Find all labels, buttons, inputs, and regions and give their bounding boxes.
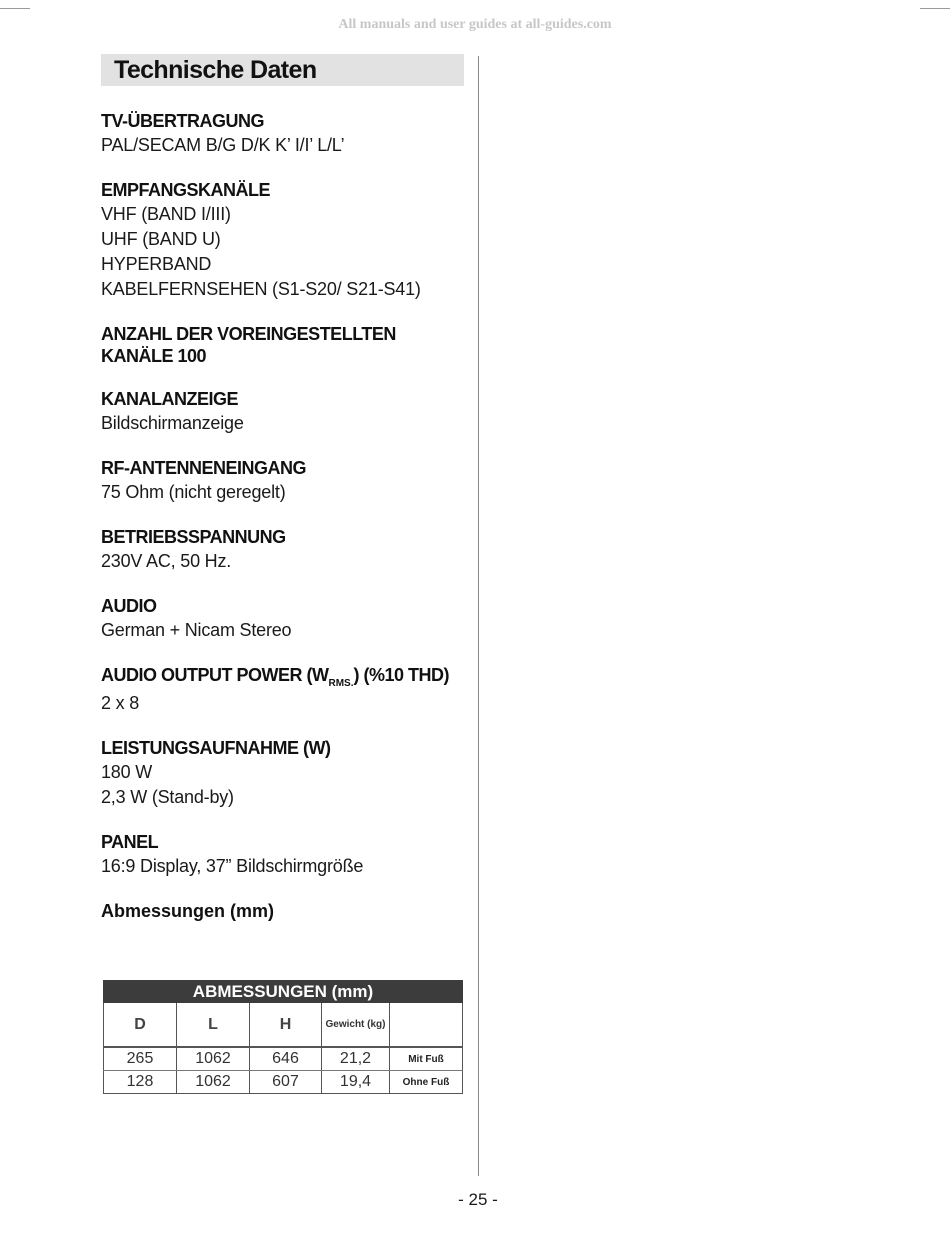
column-header: Gewicht (kg) [322, 1003, 390, 1048]
table-cell: 607 [250, 1071, 322, 1094]
table-row [104, 1047, 463, 1071]
spec-tv-transmission [101, 110, 471, 158]
spec-heading: KANÄLE 100 [101, 346, 207, 366]
spec-audio-output-power [101, 664, 471, 716]
column-divider [478, 56, 479, 1176]
table-cell: Mit Fuß [390, 1047, 463, 1071]
table-title-row [104, 981, 463, 1003]
spec-value: 180 W [101, 762, 153, 782]
dimensions-heading: Abmessungen (mm) [101, 901, 275, 921]
spec-value: KABELFERNSEHEN (S1-S20/ S21-S41) [101, 279, 421, 299]
table-header-row [104, 1003, 463, 1048]
spec-value: PAL/SECAM B/G D/K K’ I/I’ L/L’ [101, 135, 345, 155]
spec-channel-display [101, 388, 471, 436]
spec-value: 16:9 Display, 37” Bildschirmgröße [101, 856, 364, 876]
spec-receiving-channels [101, 179, 471, 302]
table-cell: Ohne Fuß [390, 1071, 463, 1094]
spec-value: 2 x 8 [101, 693, 140, 713]
spec-panel [101, 831, 471, 879]
spec-heading: KANALANZEIGE [101, 389, 238, 409]
table-row [104, 1071, 463, 1094]
dimensions-table [103, 980, 463, 1094]
table-cell: 19,4 [322, 1071, 390, 1094]
page-number: - 25 - [458, 1190, 498, 1209]
spec-list [101, 110, 471, 922]
spec-value: UHF (BAND U) [101, 229, 221, 249]
heading-suffix: ) (%10 THD) [353, 665, 449, 685]
table-cell: 1062 [177, 1071, 250, 1094]
spec-heading: ANZAHL DER VOREINGESTELLTEN [101, 324, 396, 344]
crop-mark-left [0, 8, 30, 9]
spec-value: VHF (BAND I/III) [101, 204, 231, 224]
page-title: Technische Daten [101, 54, 464, 86]
column-header: D [104, 1003, 177, 1048]
table-cell: 1062 [177, 1047, 250, 1071]
spec-rf-input [101, 457, 471, 505]
spec-value: 230V AC, 50 Hz. [101, 551, 232, 571]
spec-heading: EMPFANGSKANÄLE [101, 180, 271, 200]
table-cell: 646 [250, 1047, 322, 1071]
spec-preset-channels [101, 323, 471, 367]
spec-value: 2,3 W (Stand-by) [101, 787, 234, 807]
column-header: H [250, 1003, 322, 1048]
spec-heading: RF-ANTENNENEINGANG [101, 458, 306, 478]
spec-value: Bildschirmanzeige [101, 413, 244, 433]
spec-heading: LEISTUNGSAUFNAHME (W) [101, 738, 331, 758]
heading-prefix: AUDIO OUTPUT POWER (W [101, 665, 329, 685]
table-title: ABMESSUNGEN (mm) [104, 981, 463, 1003]
watermark: All manuals and user guides at all-guides.com [338, 17, 612, 32]
spec-heading: TV-ÜBERTRAGUNG [101, 111, 264, 131]
column-header [390, 1003, 463, 1048]
spec-operating-voltage [101, 526, 471, 574]
spec-power-consumption [101, 737, 471, 810]
heading-subscript: RMS. [328, 678, 354, 689]
spec-value: HYPERBAND [101, 254, 212, 274]
table-cell: 128 [104, 1071, 177, 1094]
crop-mark-right [920, 8, 950, 9]
table-cell: 265 [104, 1047, 177, 1071]
spec-heading: PANEL [101, 832, 159, 852]
spec-value: German + Nicam Stereo [101, 620, 292, 640]
spec-audio [101, 595, 471, 643]
spec-heading: BETRIEBSSPANNUNG [101, 527, 286, 547]
column-header: L [177, 1003, 250, 1048]
spec-value: 75 Ohm (nicht geregelt) [101, 482, 286, 502]
table-cell: 21,2 [322, 1047, 390, 1071]
spec-heading: AUDIO [101, 596, 157, 616]
spec-heading [101, 664, 471, 690]
